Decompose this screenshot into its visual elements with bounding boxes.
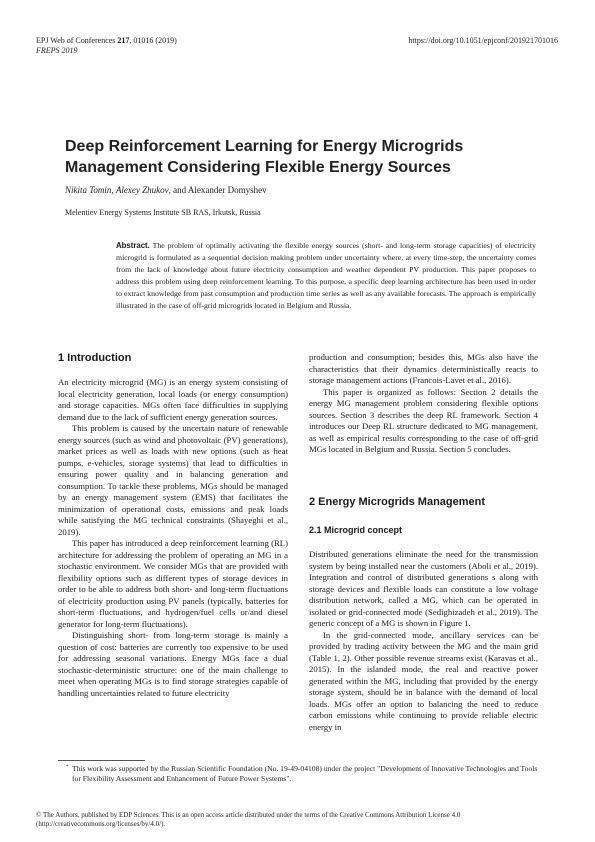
- affiliation: Melentiev Energy Systems Institute SB RAS, Irkutsk, Russia: [65, 208, 261, 217]
- journal-volume: 217: [117, 36, 130, 45]
- doi-link[interactable]: https://doi.org/10.1051/epjconf/201921701016: [408, 36, 558, 45]
- section-2-heading: 2 Energy Microgrids Management: [309, 496, 486, 508]
- footnote: [58, 764, 538, 783]
- paragraph: This paper is organized as follows: Section 2 details the energy MG management problem considering flexible options sources. Section 3 describes the deep RL framework. Section 4 introduces our Deep RL structure dedicated to MG management, as well as empirical results corresponding to the case of off-grid MGs located in Belgium and Russia. Section 5 concludes.: [309, 386, 538, 454]
- abstract-label: Abstract.: [116, 241, 150, 250]
- paragraph: This paper has introduced a deep reinforcement learning (RL) architecture for addressing the problem of operating an MG in a stochastic environment. We consider MGs that are provided with flexibility options such as different types of storage devices in order to be able to address both short- and long-term fluctuations of electricity production using PV panels (typically, batteries for short-term fluctuations, and hydrogen/fuel cells or/and diesel generator for long-term fluctuations).: [58, 538, 288, 629]
- footnote-marker: *: [66, 765, 69, 770]
- section-1-continued: [309, 352, 538, 456]
- author-sep: ,: [111, 185, 116, 195]
- paragraph: Distributed generations eliminate the need for the transmission system by being installed near the customers (Aboli et al., 2019). Integration and control of distributed generations s along with storage devices and flexible loads can constitute a low voltage distribution network, called a MG, which can be operated in isolated or grid-connected mode (Sedighizadeh et al., 2019). The generic concept of a MG is shown in Figure 1.: [309, 549, 538, 628]
- paragraph: Distinguishing short- from long-term storage is mainly a question of cost: batteries are currently too expensive to be used for addressing seasonal variations. Energy MGs face a dual stochastic-deterministic structure: one of the main challenge to meet when operating MGs is to find storage strategies capable of handling uncertainties related to future electricity: [58, 630, 288, 698]
- paragraph: production and consumption; besides this, MGs also have the characteristics that their dynamics deterministically reacts to storage management actions (Francois-Lavet et al., 2016).: [309, 352, 538, 385]
- running-header: [36, 36, 177, 56]
- section-1-body: [58, 377, 288, 699]
- footnote-text: This work was supported by the Russian Scientific Foundation (No. 19-49-04108) under the project "Development of Innovative Technologies and Tools for Flexibility Assessment and Enhancement of Future Power Systems".: [72, 764, 538, 783]
- paper-title: [65, 136, 535, 178]
- section-1-heading: 1 Introduction: [58, 352, 132, 364]
- conference-name: FREPS 2019: [36, 46, 78, 55]
- author-1: Nikita Tomin: [65, 185, 112, 195]
- author-list: [65, 185, 267, 196]
- author-3: , and Alexander Domyshev: [168, 185, 267, 195]
- author-2: Alexey Zhukov: [115, 185, 169, 195]
- journal-article: , 01016 (2019): [129, 36, 177, 45]
- abstract: [116, 240, 536, 313]
- paragraph: This problem is caused by the uncertain nature of renewable energy sources (such as wind and photovoltaic (PV) generations), market prices as well as loads with new options (such as heat pumps, e-vehicles, storage systems) that lead to difficulties in ensuring power quality and in balancing generation and consumption. To tackle these problems, MGs should be managed by an energy management system (EMS) that facilitates the minimization of operational costs, emissions and peak loads while satisfying the MG technical constraints (Shayeghi et al., 2019).: [58, 423, 288, 537]
- section-2-1-heading: 2.1 Microgrid concept: [309, 525, 403, 535]
- journal-name: EPJ Web of Conferences: [36, 36, 118, 45]
- license-notice: © The Authors, published by EDP Sciences. This is an open access article distributed under the terms of the Creative Commons Attribution License 4.0 (http://creativecommons.org/licenses/by/4.0/).: [36, 811, 461, 828]
- title-line-1: Deep Reinforcement Learning for Energy Microgrids: [65, 138, 464, 155]
- abstract-text: The problem of optimally activating the flexible energy sources (short- and long-term storage capacities) of electricity microgrid is formulated as a sequential decision making problem under uncertainty where, at every time-step, the uncertainty comes from the lack of knowledge about future electricity consumption and weather dependent PV production. This paper proposes to address this problem using deep reinforcement learning. To this purpose, a specific deep learning architecture has been used in order to extract knowledge from past consumption and production time series as well as any available forecasts. The approach is empirically illustrated in the case of off-grid microgrids located in Belgium and Russia.: [116, 241, 536, 311]
- paragraph: In the grid-connected mode, ancillary services can be provided by trading activity between the MG and the main grid (Table 1, 2). Other possible revenue streams exist (Karavas et al., 2015). In the islanded mode, the real and reactive power generated within the MG, including that provided by the energy storage system, should be in balance with the demand of local loads. MGs offer an option to balancing the need to reduce carbon emissions while continuing to provide reliable electric energy in: [309, 629, 538, 732]
- section-2-1-body: [309, 549, 538, 733]
- title-line-2: Management Considering Flexible Energy Sources: [65, 159, 451, 176]
- paragraph: An electricity microgrid (MG) is an energy system consisting of local electricity generation, local loads (or energy consumption) and storage capacities. MGs often face difficulties in supplying demand due to the lack of sufficient energy generation sources.: [58, 377, 288, 422]
- footnote-rule: [58, 760, 145, 761]
